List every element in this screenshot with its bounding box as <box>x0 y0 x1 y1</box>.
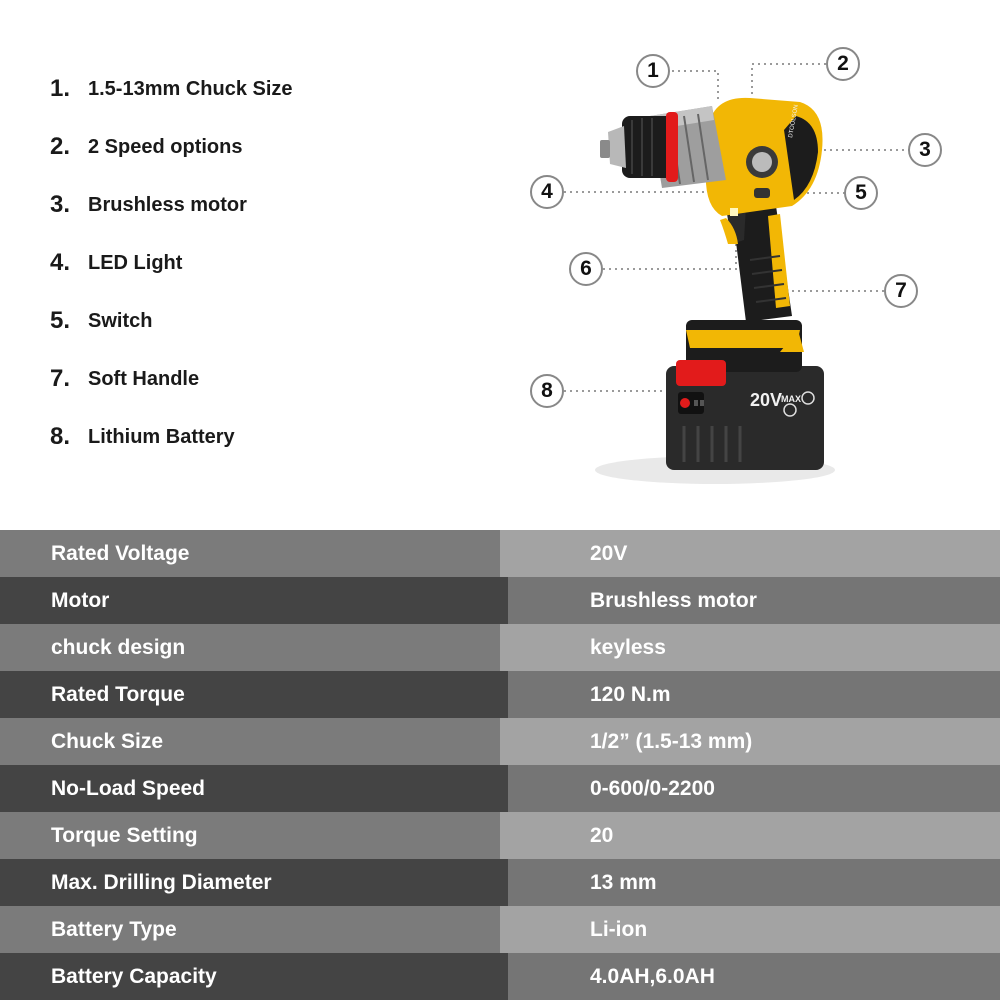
feature-number: 2. <box>50 133 71 160</box>
spec-value: 13 mm <box>508 859 1000 906</box>
spec-row <box>0 812 1000 859</box>
feature-list <box>50 60 470 466</box>
spec-value: 20 <box>500 812 1000 859</box>
feature-item <box>50 350 470 408</box>
feature-text: Brushless motor <box>88 193 247 216</box>
feature-text: Lithium Battery <box>88 425 235 448</box>
spec-label: Rated Torque <box>0 671 508 718</box>
feature-text: LED Light <box>88 251 183 274</box>
callout-marker: 4 <box>530 175 564 209</box>
battery-max-label: MAX <box>781 394 801 404</box>
callout-marker: 7 <box>884 274 918 308</box>
spec-label: Max. Drilling Diameter <box>0 859 508 906</box>
spec-value: 20V <box>500 530 1000 577</box>
spec-row <box>0 718 1000 765</box>
direction-switch <box>754 188 770 198</box>
feature-text: 2 Speed options <box>88 135 243 158</box>
callout-marker: 3 <box>908 133 942 167</box>
spec-label: chuck design <box>0 624 500 671</box>
feature-number: 8. <box>50 423 71 450</box>
spec-value: 1/2” (1.5-13 mm) <box>500 718 1000 765</box>
feature-item <box>50 176 470 234</box>
spec-row <box>0 906 1000 953</box>
spec-label: Chuck Size <box>0 718 500 765</box>
spec-label: No-Load Speed <box>0 765 508 812</box>
feature-number: 4. <box>50 249 71 276</box>
spec-row <box>0 765 1000 812</box>
spec-label: Battery Capacity <box>0 953 508 1000</box>
feature-number: 7. <box>50 365 71 392</box>
callout-marker: 8 <box>530 374 564 408</box>
spec-label: Rated Voltage <box>0 530 500 577</box>
spec-label: Battery Type <box>0 906 500 953</box>
spec-row <box>0 530 1000 577</box>
spec-value: keyless <box>500 624 1000 671</box>
feature-item <box>50 60 470 118</box>
spec-label: Torque Setting <box>0 812 500 859</box>
feature-number: 1. <box>50 75 71 102</box>
spec-label: Motor <box>0 577 508 624</box>
drill-chuck <box>600 112 678 182</box>
feature-text: 1.5-13mm Chuck Size <box>88 77 293 100</box>
feature-number: 3. <box>50 191 71 218</box>
drill-illustration <box>500 30 1000 500</box>
spec-row <box>0 577 1000 624</box>
feature-text: Switch <box>88 309 153 332</box>
drill-brand-label: DTOOLSON <box>788 104 800 139</box>
spec-row <box>0 624 1000 671</box>
spec-value: Brushless motor <box>508 577 1000 624</box>
feature-number: 5. <box>50 307 71 334</box>
callout-marker: 5 <box>844 176 878 210</box>
feature-item <box>50 408 470 466</box>
spec-value: Li-ion <box>500 906 1000 953</box>
feature-item <box>50 234 470 292</box>
battery-voltage-label: 20V <box>750 390 783 410</box>
callout-marker: 1 <box>636 54 670 88</box>
feature-item <box>50 118 470 176</box>
battery-pack <box>666 320 824 470</box>
spec-value: 0-600/0-2200 <box>508 765 1000 812</box>
spec-value: 120 N.m <box>508 671 1000 718</box>
spec-value: 4.0AH,6.0AH <box>508 953 1000 1000</box>
feature-item <box>50 292 470 350</box>
spec-row <box>0 859 1000 906</box>
led-light <box>730 208 738 216</box>
feature-text: Soft Handle <box>88 367 200 390</box>
spec-table <box>0 530 1000 1000</box>
callout-marker: 2 <box>826 47 860 81</box>
callout-marker: 6 <box>569 252 603 286</box>
spec-row <box>0 953 1000 1000</box>
spec-row <box>0 671 1000 718</box>
drill-body <box>706 98 823 216</box>
